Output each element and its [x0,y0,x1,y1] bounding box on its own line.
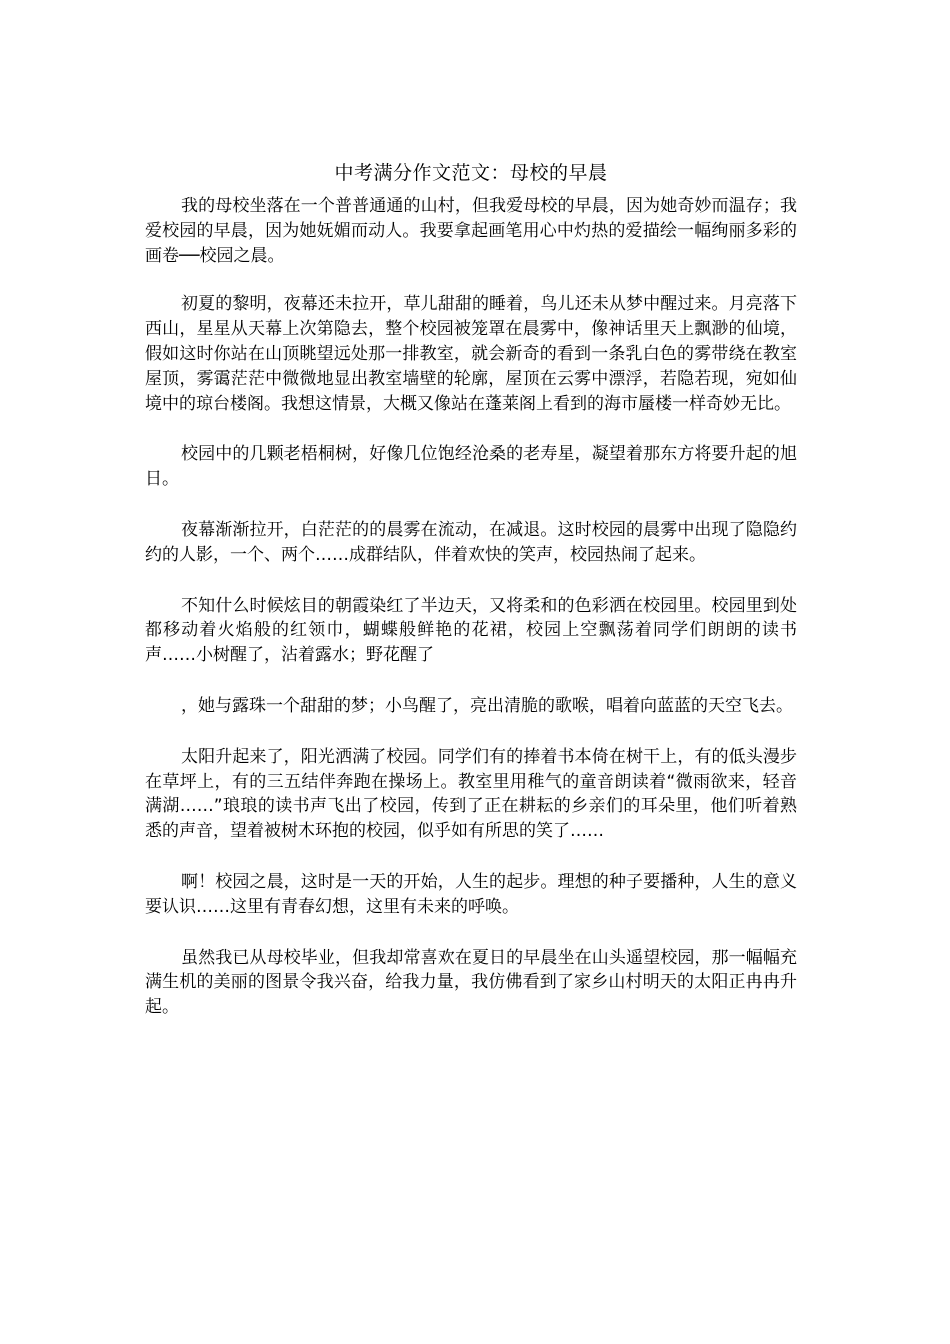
document-page [145,158,797,1046]
paragraph-2: 初夏的黎明，夜幕还未拉开，草儿甜甜的睡着，鸟儿还未从梦中醒过来。月亮落下西山，星星从天幕上次第隐去，整个校园被笼罩在晨雾中，像神话里天上飘渺的仙境，假如这时你站在山顶眺望远处那一排教室，就会新奇的看到一条乳白色的雾带绕在教室屋顶，雾霭茫茫中微微地显出教室墙壁的轮廓，屋顶在云雾中漂浮，若隐若现，宛如仙境中的琼台楼阁。我想这情景，大概又像站在蓬莱阁上看到的海市蜃楼一样奇妙无比。 [145,294,797,414]
paragraph-3: 校园中的几颗老梧桐树，好像几位饱经沧桑的老寿星，凝望着那东方将要升起的旭日。 [145,444,797,490]
document-title: 中考满分作文范文：母校的早晨 [334,162,608,184]
paragraph-8: 啊！校园之晨，这时是一天的开始，人生的起步。理想的种子要播种，人生的意义要认识……这里有青春幻想，这里有未来的呼唤。 [145,871,797,917]
paragraph-5: 不知什么时候炫目的朝霞染红了半边天，又将柔和的色彩洒在校园里。校园里到处都移动着火焰般的红领巾，蝴蝶般鲜艳的花裙，校园上空飘荡着同学们朗朗的读书声……小树醒了，沾着露水；野花醒了 [145,595,797,666]
paragraph-4: 夜幕渐渐拉开，白茫茫的的晨雾在流动，在减退。这时校园的晨雾中出现了隐隐约约的人影，一个、两个……成群结队，伴着欢快的笑声，校园热闹了起来。 [145,519,797,565]
paragraph-6: ，她与露珠一个甜甜的梦；小鸟醒了，亮出清脆的歌喉，唱着向蓝蓝的天空飞去。 [181,695,793,716]
paragraph-7: 太阳升起来了，阳光洒满了校园。同学们有的捧着书本倚在树干上，有的低头漫步在草坪上，有的三五结伴奔跑在操场上。教室里用稚气的童音朗读着“微雨欲来，轻音满湖……”琅琅的读书声飞出了校园，传到了正在耕耘的乡亲们的耳朵里，他们听着熟悉的声音，望着被树木环抱的校园，似乎如有所思的笑了…… [145,746,797,842]
paragraph-1: 我的母校坐落在一个普普通通的山村，但我爱母校的早晨，因为她奇妙而温存；我爱校园的早晨，因为她妩媚而动人。我要拿起画笔用心中灼热的爱描绘一幅绚丽多彩的画卷──校园之晨。 [145,196,797,266]
paragraph-9: 虽然我已从母校毕业，但我却常喜欢在夏日的早晨坐在山头遥望校园，那一幅幅充满生机的美丽的图景令我兴奋，给我力量，我仿佛看到了家乡山村明天的太阳正冉冉升起。 [145,947,797,1018]
